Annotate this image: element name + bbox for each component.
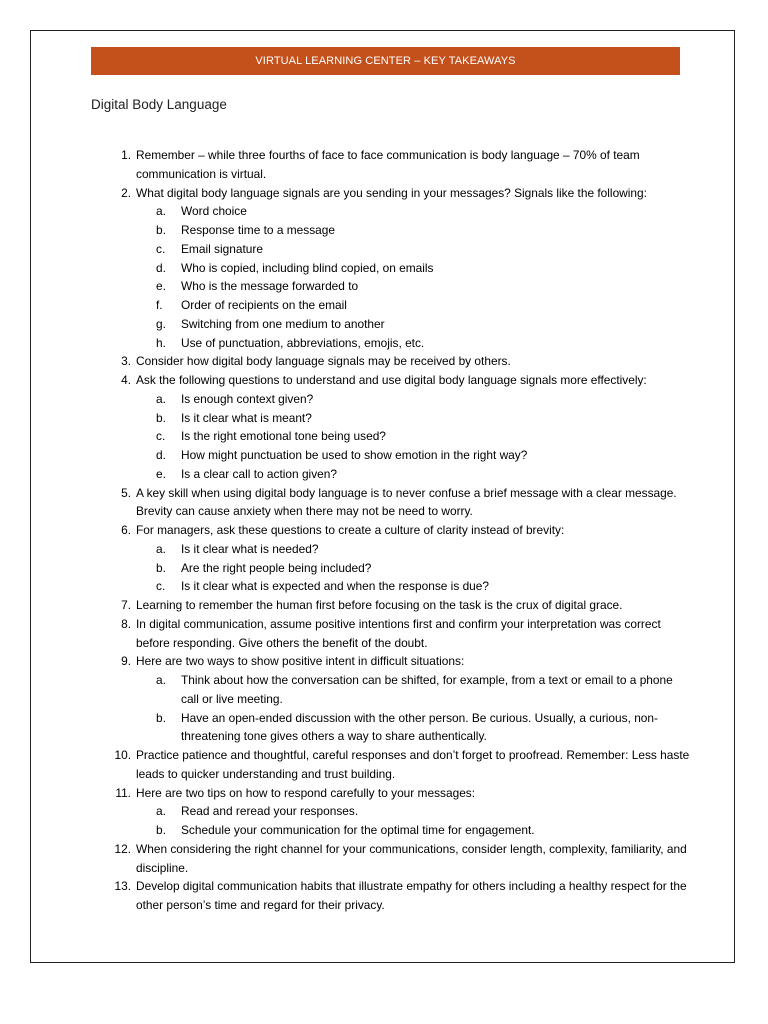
sub-list (136, 202, 691, 352)
sub-list-item-text: Schedule your communication for the optimal time for engagement. (181, 823, 535, 837)
sub-list-item-text: Think about how the conversation can be shifted, for example, from a text or email to a phone call or live meeting. (181, 673, 673, 706)
sub-list-item-text: Email signature (181, 241, 263, 256)
list-item-text: A key skill when using digital body language is to never confuse a brief message with a clear message. Brevity can cause anxiety when there may not be need to worry. (136, 485, 677, 519)
list-item-number: 6. (121, 523, 131, 537)
sub-list-item-letter: b. (156, 710, 166, 725)
sub-list-item (136, 277, 691, 296)
list-item (111, 746, 691, 784)
sub-list-item-letter: c. (156, 241, 166, 256)
sub-list-item-text: Is it clear what is expected and when the response is due? (181, 579, 490, 594)
sub-list-item-text: Is a clear call to action given? (181, 466, 337, 481)
sub-list-item (136, 221, 691, 240)
sub-list-item (136, 540, 691, 559)
list-item (111, 521, 691, 596)
list-item (111, 146, 691, 184)
list-item-number: 5. (121, 485, 131, 500)
sub-list-item-text: How might punctuation be used to show emotion in the right way? (181, 448, 528, 462)
sub-list-item (136, 709, 691, 747)
list-item-number: 11. (115, 785, 131, 800)
list-item (111, 596, 691, 615)
list-item-text: When considering the right channel for your communications, consider length, complexity, familiarity, and discipline. (136, 841, 687, 875)
list-item-number: 12. (114, 841, 131, 856)
list-item (111, 484, 691, 522)
sub-list-item-text: Switching from one medium to another (181, 316, 385, 331)
sub-list-item-letter: e. (156, 466, 166, 481)
sub-list-item-letter: f. (156, 298, 163, 312)
sub-list-item-text: Is it clear what is meant? (181, 410, 312, 425)
list-item-number: 3. (121, 354, 131, 369)
list-item-number: 1. (121, 148, 131, 162)
sub-list-item (136, 821, 691, 840)
list-item-text: Learning to remember the human first before focusing on the task is the crux of digital grace. (136, 598, 623, 612)
list-item-text: Develop digital communication habits that illustrate empathy for others including a healthy respect for the other person’s time and regard for their privacy. (136, 879, 687, 912)
list-item-text: Consider how digital body language signals may be received by others. (136, 354, 511, 369)
sub-list-item-letter: b. (156, 410, 166, 425)
sub-list-item-letter: a. (156, 804, 166, 819)
sub-list-item-letter: e. (156, 279, 166, 294)
sub-list-item-text: Order of recipients on the email (181, 298, 347, 312)
list-item (111, 371, 691, 484)
sub-list-item (136, 802, 691, 821)
sub-list-item (136, 390, 691, 409)
sub-list-item (136, 296, 691, 315)
sub-list-item (136, 240, 691, 259)
sub-list-item-text: Who is the message forwarded to (181, 279, 359, 294)
list-item-number: 7. (121, 598, 131, 612)
sub-list-item-text: Who is copied, including blind copied, on emails (181, 260, 434, 275)
list-item (111, 352, 691, 371)
sub-list-item (136, 315, 691, 334)
sub-list (136, 390, 691, 484)
list-item (111, 784, 691, 840)
list-item-text: Practice patience and thoughtful, careful responses and don’t forget to proofread. Remember: Less haste leads to quicker understanding and trust building. (136, 748, 690, 781)
sub-list-item (136, 671, 691, 709)
list-item (111, 840, 691, 878)
sub-list-item (136, 446, 691, 465)
section-title: Digital Body Language (91, 97, 227, 112)
sub-list-item-text: Is the right emotional tone being used? (181, 429, 386, 444)
list-item-number: 8. (121, 616, 131, 631)
sub-list-item-letter: a. (156, 391, 166, 406)
list-item-text: What digital body language signals are you sending in your messages? Signals like the following: (136, 185, 647, 200)
sub-list-item-letter: d. (156, 448, 166, 462)
sub-list-item (136, 577, 691, 596)
sub-list-item-letter: c. (156, 429, 166, 444)
list-item-text: Here are two ways to show positive intent in difficult situations: (136, 654, 465, 669)
document-page (30, 30, 735, 963)
list-item-number: 9. (121, 654, 131, 669)
sub-list-item-letter: b. (156, 823, 166, 837)
sub-list-item-letter: c. (156, 579, 166, 594)
sub-list-item-text: Are the right people being included? (181, 560, 372, 575)
sub-list-item-text: Have an open-ended discussion with the other person. Be curious. Usually, a curious, non-threatening tone gives others a way to share authentically. (181, 710, 658, 744)
sub-list-item (136, 559, 691, 578)
sub-list-item-letter: a. (156, 673, 166, 687)
sub-list-item-letter: b. (156, 223, 166, 237)
sub-list (136, 671, 691, 746)
list-item-number: 13. (114, 879, 131, 894)
list-item (111, 652, 691, 746)
sub-list-item-letter: d. (156, 260, 166, 275)
list-item (111, 877, 691, 915)
sub-list-item-letter: a. (156, 204, 166, 219)
sub-list (136, 802, 691, 840)
list-item-text: Here are two tips on how to respond carefully to your messages: (136, 785, 476, 800)
sub-list-item-text: Use of punctuation, abbreviations, emojis, etc. (181, 335, 425, 350)
sub-list-item (136, 334, 691, 353)
list-item-text: Ask the following questions to understand and use digital body language signals more effectively: (136, 373, 647, 387)
sub-list-item-letter: b. (156, 560, 166, 575)
sub-list-item (136, 259, 691, 278)
list-item-number: 10. (114, 748, 131, 762)
takeaways-list (111, 146, 691, 915)
list-item (111, 615, 691, 653)
list-item (111, 184, 691, 353)
sub-list-item (136, 465, 691, 484)
sub-list-item-letter: g. (156, 316, 166, 331)
sub-list-item-text: Is enough context given? (181, 391, 314, 406)
sub-list-item-letter: h. (156, 335, 166, 350)
sub-list-item (136, 409, 691, 428)
sub-list-item-text: Response time to a message (181, 223, 335, 237)
list-item-text: Remember – while three fourths of face to face communication is body language – 70% of team communication is virtual. (136, 148, 640, 181)
sub-list-item-text: Is it clear what is needed? (181, 541, 319, 556)
sub-list-item (136, 427, 691, 446)
list-item-text: In digital communication, assume positive intentions first and confirm your interpretation was correct before responding. Give others the benefit of the doubt. (136, 616, 661, 650)
sub-list-item (136, 202, 691, 221)
sub-list-item-letter: a. (156, 541, 166, 556)
list-item-number: 4. (121, 373, 131, 387)
list-item-text: For managers, ask these questions to create a culture of clarity instead of brevity: (136, 523, 565, 537)
header-banner: VIRTUAL LEARNING CENTER – KEY TAKEAWAYS (91, 47, 680, 75)
sub-list (136, 540, 691, 596)
list-item-number: 2. (121, 185, 131, 200)
sub-list-item-text: Word choice (181, 204, 247, 219)
sub-list-item-text: Read and reread your responses. (181, 804, 359, 819)
